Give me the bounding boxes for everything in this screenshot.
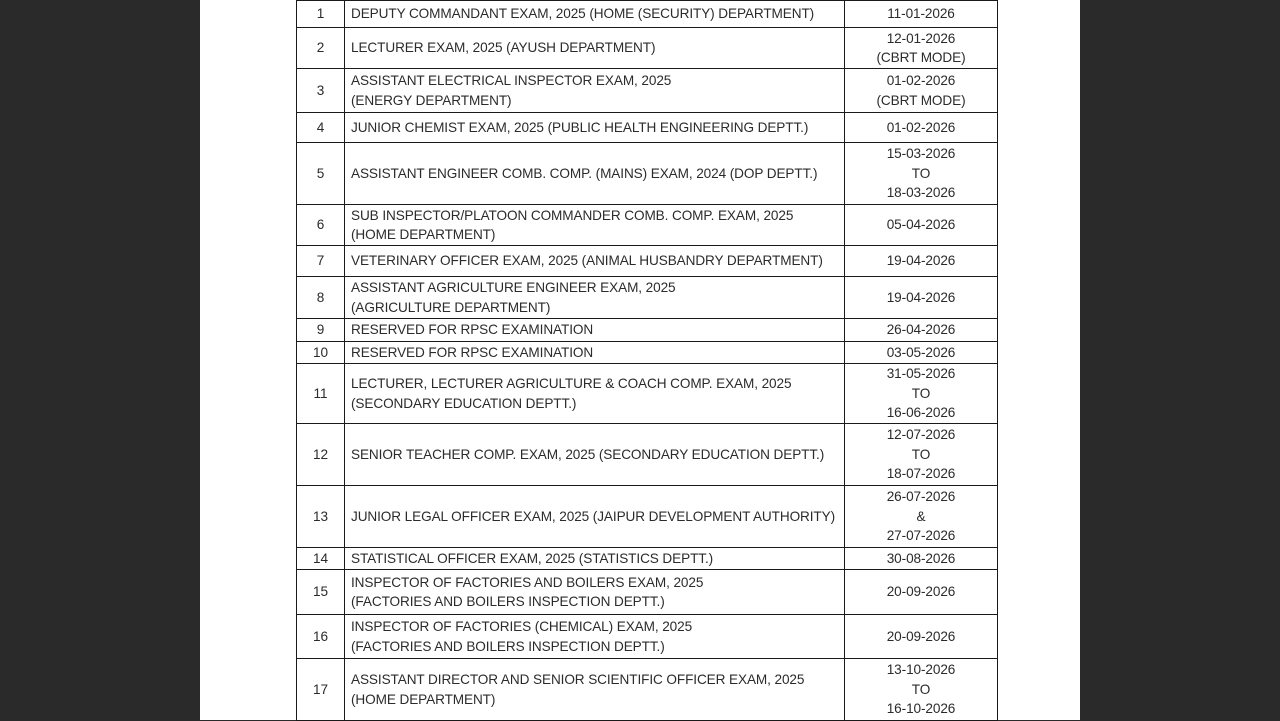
exam-date-line: 05-04-2026	[886, 217, 956, 233]
table-row	[297, 615, 998, 659]
exam-name-line: INSPECTOR OF FACTORIES AND BOILERS EXAM, 2025	[351, 574, 704, 590]
table-row	[297, 113, 998, 143]
exam-name-cell	[345, 659, 845, 721]
exam-name-cell	[345, 113, 845, 143]
exam-date-line: 27-07-2026	[886, 528, 956, 544]
exam-date-cell	[845, 342, 998, 364]
exam-date-line: TO	[911, 681, 931, 697]
table-row	[297, 277, 998, 319]
serial-number-cell: 13	[297, 486, 345, 548]
exam-name-line: INSPECTOR OF FACTORIES (CHEMICAL) EXAM, 2025	[351, 619, 693, 634]
table-row	[297, 246, 998, 277]
exam-date-line: 20-09-2026	[886, 628, 956, 644]
exam-date-line: 16-10-2026	[886, 701, 956, 717]
serial-number-cell: 17	[297, 659, 345, 721]
exam-date-line: 30-08-2026	[886, 550, 956, 566]
exam-name-cell	[345, 28, 845, 69]
serial-number-cell: 16	[297, 615, 345, 659]
exam-date-line: TO	[911, 385, 931, 401]
exam-name-line: (ENERGY DEPARTMENT)	[351, 92, 512, 108]
exam-date-line: 20-09-2026	[886, 584, 956, 600]
exam-name-cell	[345, 205, 845, 246]
exam-date-cell	[845, 205, 998, 246]
table-row	[297, 548, 998, 570]
exam-date-cell	[845, 424, 998, 486]
exam-date-line: 12-07-2026	[886, 427, 956, 443]
exam-name-line: (FACTORIES AND BOILERS INSPECTION DEPTT.)	[351, 594, 665, 609]
exam-name-line: VETERINARY OFFICER EXAM, 2025 (ANIMAL HUSBANDRY DEPARTMENT)	[351, 253, 823, 269]
exam-name-line: LECTURER EXAM, 2025 (AYUSH DEPARTMENT)	[351, 40, 656, 56]
exam-name-cell	[345, 364, 845, 424]
exam-name-cell	[345, 246, 845, 277]
exam-date-line: 03-05-2026	[886, 344, 956, 360]
exam-date-cell	[845, 69, 998, 113]
exam-name-line: (AGRICULTURE DEPARTMENT)	[351, 299, 551, 315]
table-row	[297, 205, 998, 246]
serial-number-cell: 9	[297, 319, 345, 342]
exam-name-cell	[345, 570, 845, 615]
exam-date-line: 16-06-2026	[886, 405, 956, 421]
exam-date-cell	[845, 113, 998, 143]
table-row	[297, 143, 998, 205]
exam-date-line: TO	[911, 165, 931, 181]
exam-date-cell	[845, 319, 998, 342]
exam-name-cell	[345, 548, 845, 570]
exam-date-line: 18-07-2026	[886, 466, 956, 482]
exam-name-line: LECTURER, LECTURER AGRICULTURE & COACH COMP. EXAM, 2025	[351, 376, 792, 391]
exam-name-line: (SECONDARY EDUCATION DEPTT.)	[351, 395, 577, 411]
serial-number-cell: 14	[297, 548, 345, 570]
exam-name-line: ASSISTANT ELECTRICAL INSPECTOR EXAM, 2025	[351, 73, 672, 88]
exam-date-line: &	[916, 508, 926, 524]
serial-number-cell: 1	[297, 1, 345, 28]
table-body	[297, 1, 998, 721]
document-page	[200, 0, 1080, 720]
serial-number-cell: 6	[297, 205, 345, 246]
exam-name-cell	[345, 486, 845, 548]
table-row	[297, 659, 998, 721]
exam-name-line: STATISTICAL OFFICER EXAM, 2025 (STATISTICS DEPTT.)	[351, 550, 714, 566]
table-row	[297, 28, 998, 69]
exam-date-line: 15-03-2026	[886, 146, 956, 162]
exam-name-line: RESERVED FOR RPSC EXAMINATION	[351, 344, 594, 360]
exam-date-line: 26-07-2026	[886, 489, 956, 505]
exam-date-line: 18-03-2026	[886, 185, 956, 201]
serial-number-cell: 11	[297, 364, 345, 424]
exam-date-line: (CBRT MODE)	[876, 92, 966, 108]
serial-number-cell: 3	[297, 69, 345, 113]
exam-date-cell	[845, 277, 998, 319]
exam-name-line: DEPUTY COMMANDANT EXAM, 2025 (HOME (SECURITY) DEPARTMENT)	[351, 6, 815, 22]
exam-name-cell	[345, 1, 845, 28]
serial-number-cell: 5	[297, 143, 345, 205]
exam-date-line: 19-04-2026	[886, 253, 956, 269]
serial-number-cell: 12	[297, 424, 345, 486]
exam-date-line: 26-04-2026	[886, 322, 956, 338]
exam-name-line: ASSISTANT DIRECTOR AND SENIOR SCIENTIFIC OFFICER EXAM, 2025	[351, 672, 805, 687]
serial-number-cell: 15	[297, 570, 345, 615]
exam-name-line: (HOME DEPARTMENT)	[351, 227, 496, 242]
exam-date-cell	[845, 570, 998, 615]
exam-schedule-table	[296, 0, 998, 721]
exam-date-cell	[845, 28, 998, 69]
exam-date-cell	[845, 486, 998, 548]
exam-name-line: SUB INSPECTOR/PLATOON COMMANDER COMB. COMP. EXAM, 2025	[351, 207, 794, 223]
exam-date-cell	[845, 615, 998, 659]
table-row	[297, 486, 998, 548]
exam-name-line: ASSISTANT ENGINEER COMB. COMP. (MAINS) EXAM, 2024 (DOP DEPTT.)	[351, 165, 818, 181]
serial-number-cell: 7	[297, 246, 345, 277]
exam-name-cell	[345, 342, 845, 364]
exam-name-line: (FACTORIES AND BOILERS INSPECTION DEPTT.)	[351, 638, 665, 654]
exam-date-cell	[845, 548, 998, 570]
serial-number-cell: 10	[297, 342, 345, 364]
exam-date-line: 19-04-2026	[886, 289, 956, 305]
exam-name-cell	[345, 143, 845, 205]
serial-number-cell: 2	[297, 28, 345, 69]
table-row	[297, 424, 998, 486]
exam-date-line: 31-05-2026	[886, 366, 956, 382]
exam-name-cell	[345, 615, 845, 659]
exam-date-cell	[845, 143, 998, 205]
exam-name-line: (HOME DEPARTMENT)	[351, 691, 496, 707]
exam-date-line: TO	[911, 446, 931, 462]
exam-name-line: SENIOR TEACHER COMP. EXAM, 2025 (SECONDARY EDUCATION DEPTT.)	[351, 446, 825, 462]
table-row	[297, 570, 998, 615]
exam-name-cell	[345, 277, 845, 319]
exam-date-cell	[845, 364, 998, 424]
exam-date-line: 01-02-2026	[886, 73, 956, 88]
exam-date-line: (CBRT MODE)	[876, 50, 966, 65]
exam-name-cell	[345, 69, 845, 113]
table-row	[297, 1, 998, 28]
exam-name-line: RESERVED FOR RPSC EXAMINATION	[351, 322, 594, 338]
exam-date-cell	[845, 246, 998, 277]
table-row	[297, 69, 998, 113]
table-row	[297, 364, 998, 424]
exam-date-line: 13-10-2026	[886, 662, 956, 678]
exam-date-line: 01-02-2026	[886, 119, 956, 135]
exam-name-cell	[345, 319, 845, 342]
serial-number-cell: 8	[297, 277, 345, 319]
exam-name-cell	[345, 424, 845, 486]
exam-date-cell	[845, 659, 998, 721]
table-row	[297, 342, 998, 364]
exam-name-line: ASSISTANT AGRICULTURE ENGINEER EXAM, 2025	[351, 280, 676, 295]
exam-date-cell	[845, 1, 998, 28]
exam-name-line: JUNIOR CHEMIST EXAM, 2025 (PUBLIC HEALTH ENGINEERING DEPTT.)	[351, 119, 809, 135]
exam-date-line: 12-01-2026	[886, 30, 956, 46]
exam-date-line: 11-01-2026	[887, 6, 955, 22]
serial-number-cell: 4	[297, 113, 345, 143]
table-row	[297, 319, 998, 342]
exam-name-line: JUNIOR LEGAL OFFICER EXAM, 2025 (JAIPUR DEVELOPMENT AUTHORITY)	[351, 508, 836, 524]
